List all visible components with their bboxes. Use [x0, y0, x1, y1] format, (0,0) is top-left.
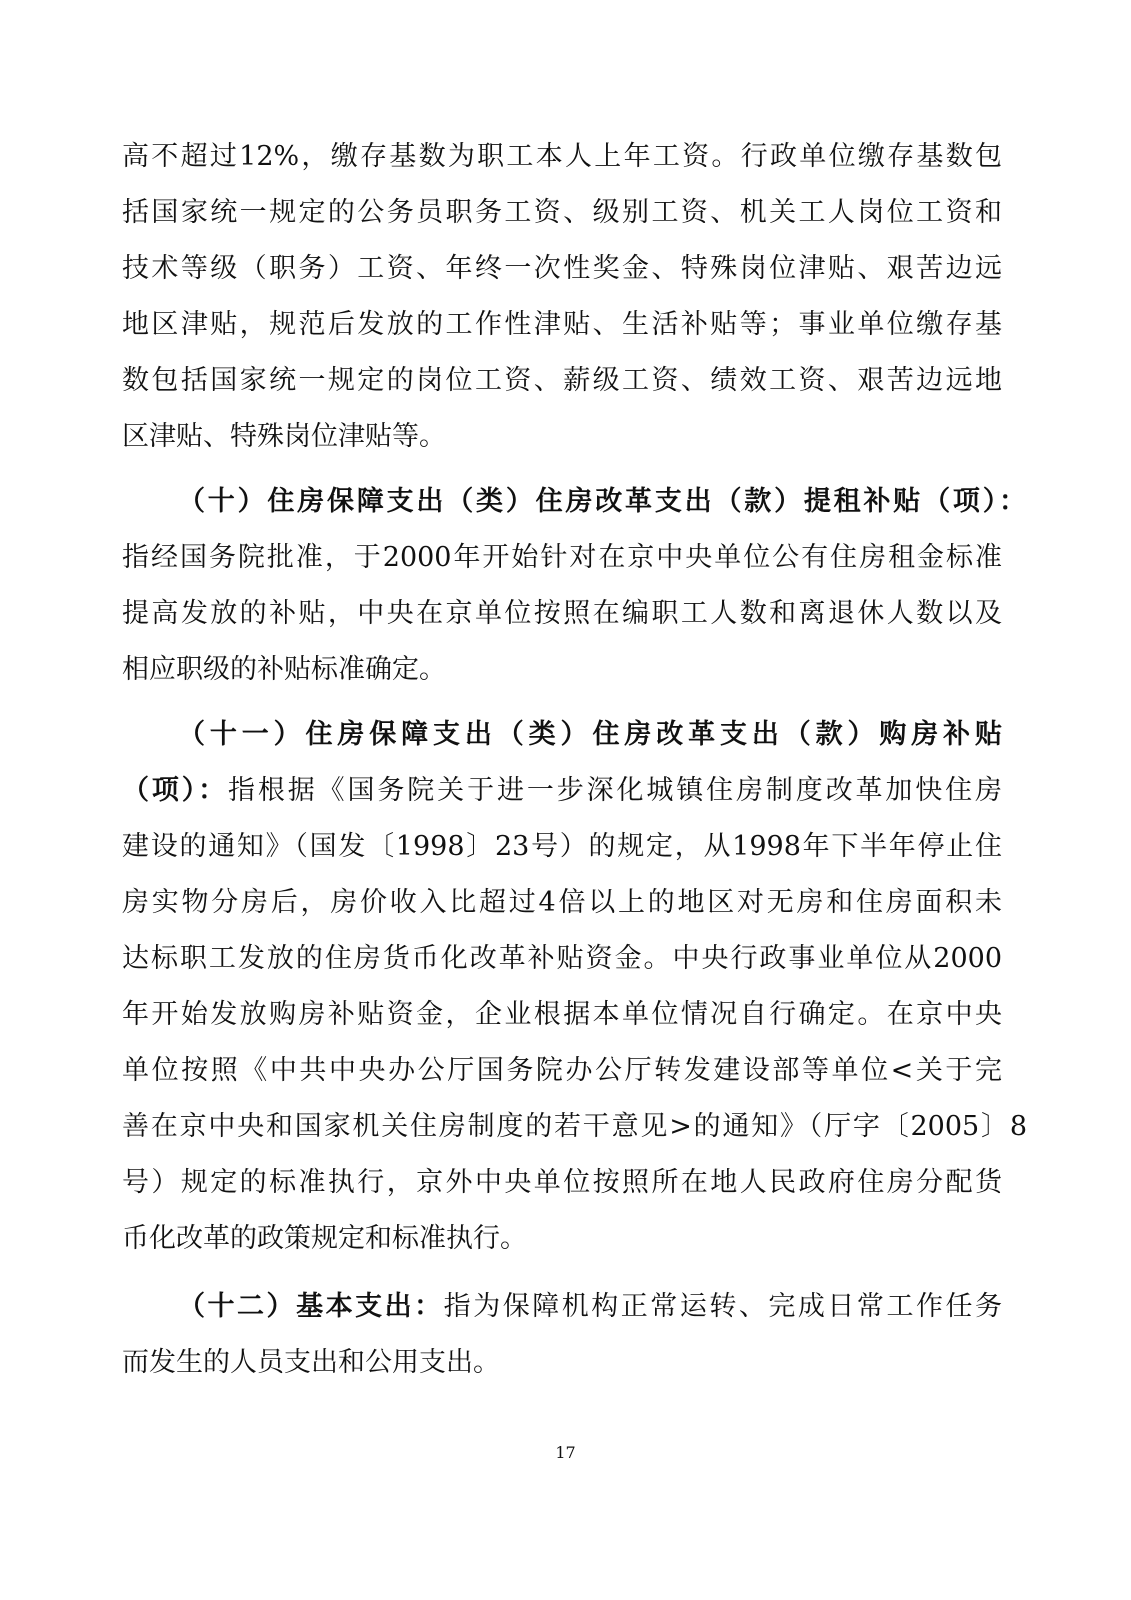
- section-heading-10: （十）住房保障支出（类）住房改革支出（款）提租补贴（项）：: [178, 486, 1026, 517]
- text-span: 指根据《国务院关于进一步深化城镇住房制度改革加快住房: [228, 775, 1003, 806]
- text-line: 而发生的人员支出和公用支出。: [122, 1347, 500, 1378]
- text-span: 指为保障机构正常运转、完成日常工作任务: [443, 1291, 1003, 1322]
- text-line: 数包括国家统一规定的岗位工资、薪级工资、绩效工资、艰苦边远地: [122, 365, 1002, 396]
- text-line: 年开始发放购房补贴资金，企业根据本单位情况自行确定。在京中央: [122, 999, 1002, 1030]
- section-heading-11-cont: （项）：: [122, 775, 229, 806]
- text-line: 提高发放的补贴，中央在京单位按照在编职工人数和离退休人数以及: [122, 598, 1002, 629]
- page-number: 17: [555, 1443, 576, 1462]
- text-line: 区津贴、特殊岗位津贴等。: [122, 421, 446, 452]
- text-line: 房实物分房后，房价收入比超过4倍以上的地区对无房和住房面积未: [122, 887, 1002, 918]
- text-line: 币化改革的政策规定和标准执行。: [122, 1223, 527, 1254]
- text-line: 号）规定的标准执行，京外中央单位按照所在地人民政府住房分配货: [122, 1167, 1002, 1198]
- text-line: 相应职级的补贴标准确定。: [122, 654, 446, 685]
- text-line: 地区津贴，规范后发放的工作性津贴、生活补贴等；事业单位缴存基: [122, 309, 1002, 340]
- section-heading-12: （十二）基本支出：: [178, 1291, 444, 1322]
- text-line: 善在京中央和国家机关住房制度的若干意见>的通知》（厅字〔2005〕8: [122, 1111, 1027, 1142]
- text-line: 技术等级（职务）工资、年终一次性奖金、特殊岗位津贴、艰苦边远: [122, 253, 1002, 284]
- text-line: 单位按照《中共中央办公厅国务院办公厅转发建设部等单位<关于完: [122, 1055, 1002, 1086]
- text-line: 建设的通知》（国发〔1998〕23号）的规定，从1998年下半年停止住: [122, 831, 1002, 862]
- text-line: 高不超过12%，缴存基数为职工本人上年工资。行政单位缴存基数包: [122, 141, 1002, 172]
- text-line: 括国家统一规定的公务员职务工资、级别工资、机关工人岗位工资和: [122, 197, 1002, 228]
- heading-line: [178, 1290, 1002, 1324]
- section-heading-11: （十一）住房保障支出（类）住房改革支出（款）购房补贴: [178, 719, 1002, 750]
- text-line: 达标职工发放的住房货币化改革补贴资金。中央行政事业单位从2000: [122, 943, 1002, 974]
- heading-continuation-line: [122, 774, 1002, 808]
- text-line: 指经国务院批准，于2000年开始针对在京中央单位公有住房租金标准: [122, 542, 1002, 573]
